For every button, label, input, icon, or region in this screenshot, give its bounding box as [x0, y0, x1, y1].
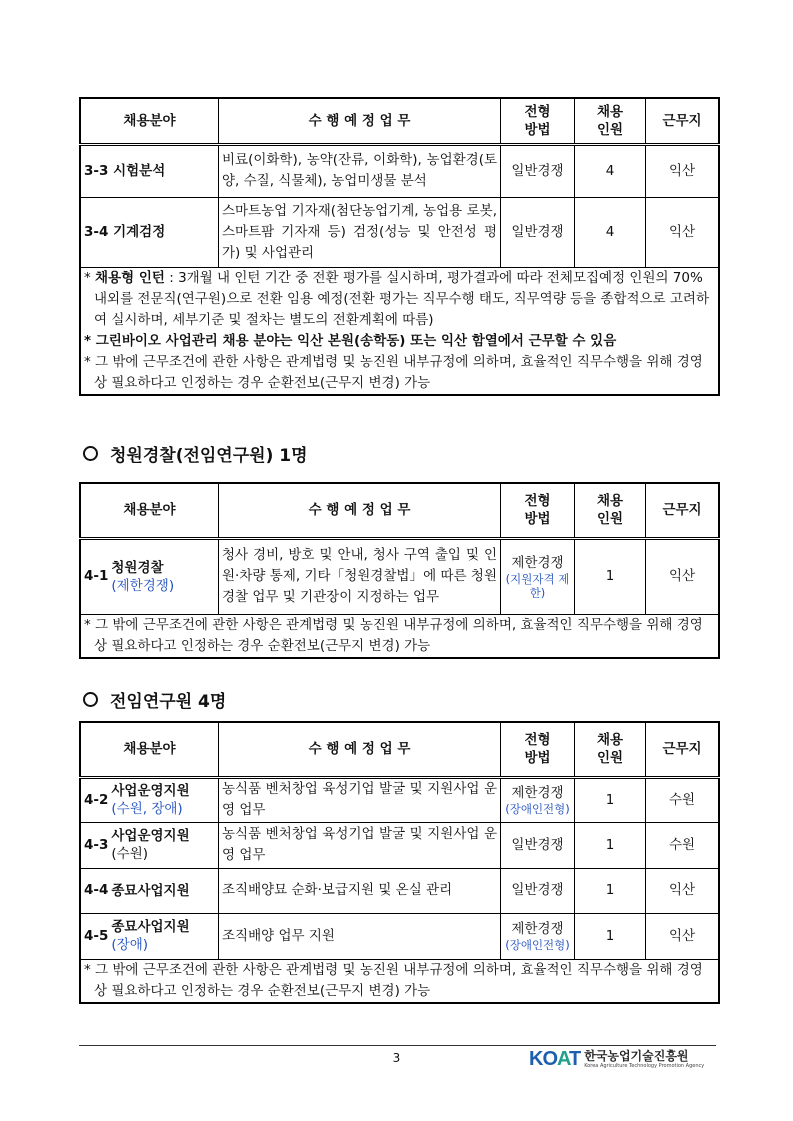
logo-korean-name: 한국농업기술진흥원: [584, 1048, 689, 1063]
circle-bullet-icon: [83, 692, 98, 707]
field-number: 4-1: [84, 568, 109, 584]
header-place: 근무지: [646, 483, 720, 538]
page-number: 3: [392, 1051, 401, 1065]
duty-cell: 조직배양묘 순화·보급지원 및 온실 관리: [219, 868, 501, 913]
count-cell: 4: [575, 144, 646, 197]
notes-row: [80, 959, 719, 1003]
method-condition: (장애인전형): [505, 938, 570, 952]
footer-divider: [79, 1045, 716, 1046]
header-duty: 수 행 예 정 업 무: [219, 722, 501, 777]
header-field: 채용분야: [80, 722, 219, 777]
header-field: 채용분야: [80, 98, 219, 144]
header-count: 채용 인원: [575, 722, 646, 777]
header-count: 채용 인원: [575, 483, 646, 538]
header-duty: 수 행 예 정 업 무: [219, 98, 501, 144]
header-place: 근무지: [646, 722, 720, 777]
recruitment-table-1: [79, 97, 720, 396]
section-title-text: 청원경찰(전임연구원) 1명: [110, 446, 308, 466]
duty-cell: 조직배양 업무 지원: [219, 913, 501, 959]
section-title-text: 전임연구원 4명: [110, 692, 227, 712]
note-intern-label: 채용형 인턴: [95, 269, 165, 286]
section-title-researcher: [83, 687, 226, 712]
method-text: 제한경쟁: [511, 785, 564, 801]
field-cell: [80, 538, 219, 614]
recruitment-table-2: [79, 482, 720, 659]
count-cell: 1: [575, 868, 646, 913]
field-cell: 3-3 시험분석: [80, 144, 219, 197]
duty-cell: 청사 경비, 방호 및 안내, 청사 구역 출입 및 인원·차량 통제, 기타「청원경찰법」에 따른 청원경찰 업무 및 기관장이 지정하는 업무: [219, 538, 501, 614]
header-method: 전형 방법: [501, 722, 575, 777]
section-title-guard: [83, 441, 308, 466]
notes-cell: [80, 614, 719, 658]
field-name: 종묘사업지원: [111, 882, 190, 899]
table-row: [80, 913, 719, 959]
circle-bullet-icon: [83, 446, 98, 461]
place-cell: 수원: [646, 777, 720, 822]
field-number: 4-2: [84, 791, 109, 808]
notes-row: [80, 614, 719, 658]
field-cell: [80, 868, 219, 913]
field-cell: [80, 913, 219, 959]
method-cell: [501, 777, 575, 822]
field-cell: [80, 777, 219, 822]
method-cell: 일반경쟁: [501, 868, 575, 913]
field-name: 종묘사업지원: [111, 919, 190, 935]
method-condition: (장애인전형): [505, 802, 570, 816]
header-field: 채용분야: [80, 483, 219, 538]
agency-logo: [529, 1048, 704, 1071]
field-number: 4-5: [84, 927, 109, 944]
field-number: 4-4: [84, 882, 109, 898]
method-cell: [501, 913, 575, 959]
notes-row: [80, 267, 719, 395]
note-conditions: * 그 밖에 근무조건에 관한 사항은 관계법령 및 농진원 내부규정에 의하며, 효율적인 직무수행을 위해 경영상 필요하다고 인정하는 경우 순환전보(근무지 변경) 가능: [84, 353, 703, 391]
field-cell: 3-4 기계검정: [80, 197, 219, 267]
koat-logo-icon: KOAT: [529, 1048, 581, 1070]
field-condition: (수원): [111, 846, 149, 862]
table-row: [80, 822, 719, 868]
header-place: 근무지: [646, 98, 720, 144]
field-condition: (제한경쟁): [111, 577, 175, 594]
method-cell: 일반경쟁: [501, 822, 575, 868]
place-cell: 익산: [646, 538, 720, 614]
place-cell: 익산: [646, 868, 720, 913]
place-cell: 익산: [646, 913, 720, 959]
notes-cell: [80, 959, 719, 1003]
duty-cell: 비료(이화학), 농약(잔류, 이화학), 농업환경(토양, 수질, 식물체), 농업미생물 분석: [219, 144, 501, 197]
table-row: [80, 777, 719, 822]
recruitment-table-3: [79, 721, 720, 1004]
duty-cell: 농식품 벤처창업 육성기업 발굴 및 지원사업 운영 업무: [219, 822, 501, 868]
table-row: [80, 538, 719, 614]
method-text: 제한경쟁: [511, 921, 564, 937]
method-condition: (지원자격 제한): [505, 571, 570, 600]
table-row: [80, 197, 719, 267]
header-method: 전형 방법: [501, 483, 575, 538]
note-conditions-text: 그 밖에 근무조건에 관한 사항은 관계법령 및 농진원 내부규정에 의하며, 효율적인 직무수행을 위해 경영상 필요하다고 인정하는 경우 순환전보(근무지 변경) 가능: [94, 961, 703, 999]
count-cell: 4: [575, 197, 646, 267]
method-cell: 일반경쟁: [501, 144, 575, 197]
note-intern-text: : 3개월 내 인턴 기간 중 전환 평가를 실시하며, 평가결과에 따라 전체모집예정 인원의 70% 내외를 전문직(연구원)으로 전환 임용 예정(전환 평가는 직무수행 태도, 직무역량 등을 종합적으로 고려하여 실시하며, 세부기준 및 절차는 별도의 전환계획에 따름): [94, 269, 710, 328]
note-greenbio-text: 그린바이오 사업관리 채용 분야는 익산 본원(송학동) 또는 익산 함열에서 근무할 수 있음: [95, 332, 617, 349]
table-row: [80, 144, 719, 197]
field-name: 사업운영지원: [111, 828, 190, 844]
header-method: 전형 방법: [501, 98, 575, 144]
table-row: [80, 868, 719, 913]
note-conditions-text: 그 밖에 근무조건에 관한 사항은 관계법령 및 농진원 내부규정에 의하며, 효율적인 직무수행을 위해 경영상 필요하다고 인정하는 경우 순환전보(근무지 변경) 가능: [94, 353, 703, 391]
note-conditions: * 그 밖에 근무조건에 관한 사항은 관계법령 및 농진원 내부규정에 의하며, 효율적인 직무수행을 위해 경영상 필요하다고 인정하는 경우 순환전보(근무지 변경) 가능: [84, 616, 703, 654]
count-cell: 1: [575, 822, 646, 868]
note-conditions-text: 그 밖에 근무조건에 관한 사항은 관계법령 및 농진원 내부규정에 의하며, 효율적인 직무수행을 위해 경영상 필요하다고 인정하는 경우 순환전보(근무지 변경) 가능: [94, 616, 703, 654]
duty-cell: 스마트농업 기자재(첨단농업기계, 농업용 로봇, 스마트팜 기자재 등) 검정(성능 및 안전성 평가) 및 사업관리: [219, 197, 501, 267]
duty-cell: 농식품 벤처창업 육성기업 발굴 및 지원사업 운영 업무: [219, 777, 501, 822]
note-greenbio: * 그린바이오 사업관리 채용 분야는 익산 본원(송학동) 또는 익산 함열에서 근무할 수 있음: [84, 332, 617, 349]
field-cell: [80, 822, 219, 868]
field-name: 사업운영지원: [111, 783, 190, 799]
method-cell: [501, 538, 575, 614]
count-cell: 1: [575, 777, 646, 822]
place-cell: 수원: [646, 822, 720, 868]
header-count: 채용 인원: [575, 98, 646, 144]
method-text: 제한경쟁: [511, 554, 564, 571]
field-number: 4-3: [84, 836, 109, 853]
count-cell: 1: [575, 913, 646, 959]
count-cell: 1: [575, 538, 646, 614]
place-cell: 익산: [646, 144, 720, 197]
note-conditions: * 그 밖에 근무조건에 관한 사항은 관계법령 및 농진원 내부규정에 의하며, 효율적인 직무수행을 위해 경영상 필요하다고 인정하는 경우 순환전보(근무지 변경) 가능: [84, 961, 703, 999]
method-cell: 일반경쟁: [501, 197, 575, 267]
field-condition: (장애): [111, 937, 149, 953]
field-condition: (수원, 장애): [111, 801, 183, 817]
notes-cell: [80, 267, 719, 395]
logo-english-name: Korea Agriculture Technology Promotion Agency: [584, 1062, 705, 1069]
field-name: 청원경찰: [111, 559, 164, 576]
place-cell: 익산: [646, 197, 720, 267]
header-duty: 수 행 예 정 업 무: [219, 483, 501, 538]
note-intern: * 채용형 인턴 : 3개월 내 인턴 기간 중 전환 평가를 실시하며, 평가결과에 따라 전체모집예정 인원의 70% 내외를 전문직(연구원)으로 전환 임용 예정(전환 평가는 직무수행 태도, 직무역량 등을 종합적으로 고려하여 실시하며, 세부기준 및 절차는 별도의 전환계획에 따름): [84, 269, 710, 328]
